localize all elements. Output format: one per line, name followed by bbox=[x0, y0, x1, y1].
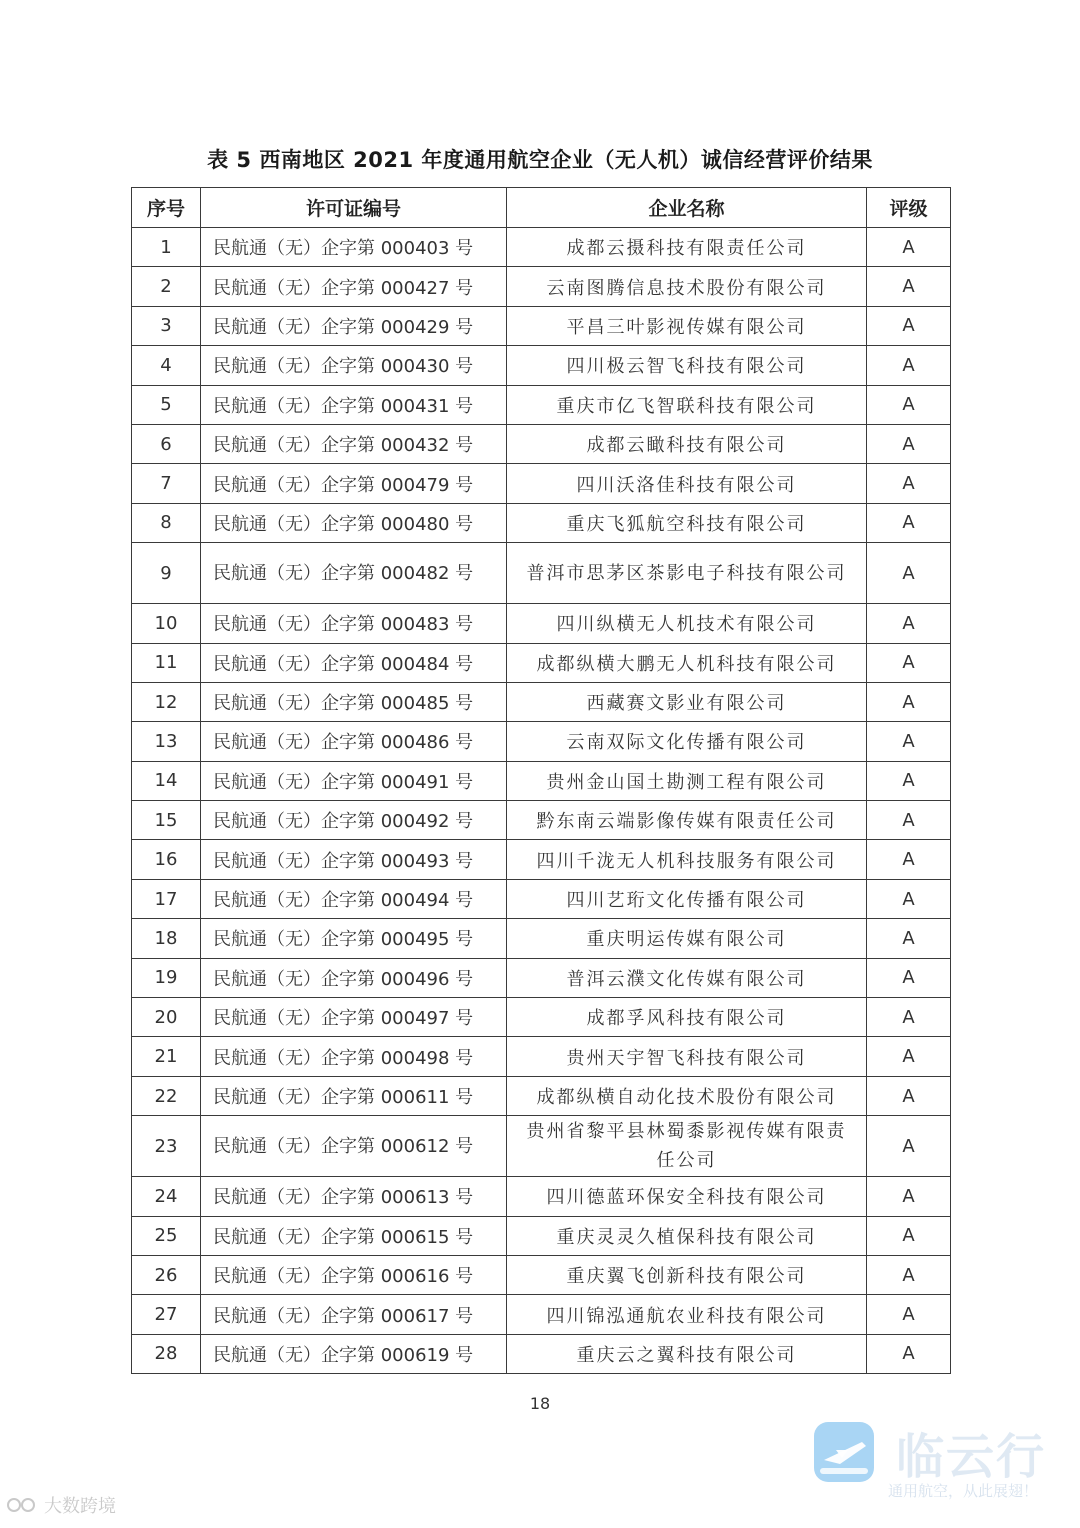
row-company-name: 成都云摄科技有限责任公司 bbox=[507, 228, 867, 267]
row-serial-number: 13 bbox=[132, 722, 201, 761]
row-license-number: 民航通（无）企字第 000611 号 bbox=[201, 1076, 507, 1115]
row-rating: A bbox=[867, 604, 951, 643]
row-rating: A bbox=[867, 267, 951, 306]
row-serial-number: 7 bbox=[132, 464, 201, 503]
table-row bbox=[132, 1255, 951, 1294]
row-company-name: 贵州省黎平县林蜀黍影视传媒有限责任公司 bbox=[507, 1116, 867, 1177]
table-row bbox=[132, 1037, 951, 1076]
row-rating: A bbox=[867, 1076, 951, 1115]
row-company-name: 四川锦泓通航农业科技有限公司 bbox=[507, 1295, 867, 1334]
watermark-left-text: 大数跨境 bbox=[44, 1496, 116, 1517]
row-rating: A bbox=[867, 228, 951, 267]
row-license-number: 民航通（无）企字第 000480 号 bbox=[201, 503, 507, 542]
table-row bbox=[132, 267, 951, 306]
row-company-name: 重庆明运传媒有限公司 bbox=[507, 919, 867, 958]
table-row bbox=[132, 1076, 951, 1115]
table-row bbox=[132, 801, 951, 840]
row-serial-number: 2 bbox=[132, 267, 201, 306]
table-row bbox=[132, 1216, 951, 1255]
table-row bbox=[132, 919, 951, 958]
row-serial-number: 5 bbox=[132, 385, 201, 424]
row-license-number: 民航通（无）企字第 000492 号 bbox=[201, 801, 507, 840]
row-license-number: 民航通（无）企字第 000619 号 bbox=[201, 1334, 507, 1373]
table-body bbox=[132, 228, 951, 1374]
row-serial-number: 10 bbox=[132, 604, 201, 643]
row-rating: A bbox=[867, 919, 951, 958]
row-rating: A bbox=[867, 1295, 951, 1334]
row-company-name: 重庆市亿飞智联科技有限公司 bbox=[507, 385, 867, 424]
row-company-name: 重庆翼飞创新科技有限公司 bbox=[507, 1255, 867, 1294]
row-license-number: 民航通（无）企字第 000431 号 bbox=[201, 385, 507, 424]
table-row bbox=[132, 503, 951, 542]
row-serial-number: 27 bbox=[132, 1295, 201, 1334]
rating-table bbox=[131, 187, 951, 1374]
row-rating: A bbox=[867, 1116, 951, 1177]
row-serial-number: 24 bbox=[132, 1177, 201, 1216]
row-license-number: 民航通（无）企字第 000484 号 bbox=[201, 643, 507, 682]
row-rating: A bbox=[867, 503, 951, 542]
row-serial-number: 20 bbox=[132, 998, 201, 1037]
airplane-logo-icon bbox=[812, 1420, 878, 1484]
row-company-name: 西藏赛文影业有限公司 bbox=[507, 682, 867, 721]
row-serial-number: 28 bbox=[132, 1334, 201, 1373]
row-serial-number: 16 bbox=[132, 840, 201, 879]
row-license-number: 民航通（无）企字第 000486 号 bbox=[201, 722, 507, 761]
table-row bbox=[132, 1295, 951, 1334]
row-company-name: 重庆飞狐航空科技有限公司 bbox=[507, 503, 867, 542]
row-license-number: 民航通（无）企字第 000494 号 bbox=[201, 879, 507, 918]
row-license-number: 民航通（无）企字第 000498 号 bbox=[201, 1037, 507, 1076]
row-company-name: 成都纵横自动化技术股份有限公司 bbox=[507, 1076, 867, 1115]
row-license-number: 民航通（无）企字第 000479 号 bbox=[201, 464, 507, 503]
row-serial-number: 6 bbox=[132, 424, 201, 463]
watermark-dashukuajing bbox=[6, 1492, 116, 1518]
row-serial-number: 26 bbox=[132, 1255, 201, 1294]
row-license-number: 民航通（无）企字第 000612 号 bbox=[201, 1116, 507, 1177]
table-row bbox=[132, 840, 951, 879]
row-rating: A bbox=[867, 1216, 951, 1255]
row-license-number: 民航通（无）企字第 000497 号 bbox=[201, 998, 507, 1037]
row-rating: A bbox=[867, 346, 951, 385]
row-company-name: 成都云瞰科技有限公司 bbox=[507, 424, 867, 463]
table-row bbox=[132, 228, 951, 267]
watermark-slogan: 通用航空，从此展翅！ bbox=[888, 1482, 1039, 1500]
table-title: 表 5 西南地区 2021 年度通用航空企业（无人机）诚信经营评价结果 bbox=[207, 148, 873, 172]
row-serial-number: 11 bbox=[132, 643, 201, 682]
row-rating: A bbox=[867, 464, 951, 503]
watermark-linyunxing bbox=[812, 1418, 1062, 1486]
row-company-name: 四川极云智飞科技有限公司 bbox=[507, 346, 867, 385]
row-company-name: 四川千泷无人机科技服务有限公司 bbox=[507, 840, 867, 879]
row-serial-number: 8 bbox=[132, 503, 201, 542]
row-license-number: 民航通（无）企字第 000403 号 bbox=[201, 228, 507, 267]
watermark-brand-name: 临云行 bbox=[896, 1429, 1047, 1485]
page-number: 18 bbox=[529, 1394, 551, 1413]
table-row bbox=[132, 682, 951, 721]
header-serial-number: 序号 bbox=[132, 188, 201, 228]
row-company-name: 四川德蓝环保安全科技有限公司 bbox=[507, 1177, 867, 1216]
row-serial-number: 25 bbox=[132, 1216, 201, 1255]
header-rating: 评级 bbox=[867, 188, 951, 228]
row-company-name: 贵州天宇智飞科技有限公司 bbox=[507, 1037, 867, 1076]
row-company-name: 云南图腾信息技术股份有限公司 bbox=[507, 267, 867, 306]
table-row bbox=[132, 464, 951, 503]
row-serial-number: 4 bbox=[132, 346, 201, 385]
row-license-number: 民航通（无）企字第 000430 号 bbox=[201, 346, 507, 385]
row-company-name: 普洱市思茅区茶影电子科技有限公司 bbox=[507, 543, 867, 604]
row-serial-number: 14 bbox=[132, 761, 201, 800]
row-license-number: 民航通（无）企字第 000496 号 bbox=[201, 958, 507, 997]
row-serial-number: 21 bbox=[132, 1037, 201, 1076]
row-rating: A bbox=[867, 682, 951, 721]
table-row bbox=[132, 604, 951, 643]
row-company-name: 四川沃洛佳科技有限公司 bbox=[507, 464, 867, 503]
row-serial-number: 23 bbox=[132, 1116, 201, 1177]
row-company-name: 普洱云濮文化传媒有限公司 bbox=[507, 958, 867, 997]
row-license-number: 民航通（无）企字第 000427 号 bbox=[201, 267, 507, 306]
row-rating: A bbox=[867, 958, 951, 997]
row-company-name: 黔东南云端影像传媒有限责任公司 bbox=[507, 801, 867, 840]
row-company-name: 成都孚风科技有限公司 bbox=[507, 998, 867, 1037]
row-license-number: 民航通（无）企字第 000495 号 bbox=[201, 919, 507, 958]
row-company-name: 成都纵横大鹏无人机科技有限公司 bbox=[507, 643, 867, 682]
row-rating: A bbox=[867, 879, 951, 918]
row-serial-number: 12 bbox=[132, 682, 201, 721]
row-rating: A bbox=[867, 543, 951, 604]
row-rating: A bbox=[867, 306, 951, 345]
row-company-name: 重庆云之翼科技有限公司 bbox=[507, 1334, 867, 1373]
row-rating: A bbox=[867, 761, 951, 800]
row-license-number: 民航通（无）企字第 000485 号 bbox=[201, 682, 507, 721]
table-row bbox=[132, 879, 951, 918]
row-company-name: 四川艺珩文化传播有限公司 bbox=[507, 879, 867, 918]
table-row bbox=[132, 958, 951, 997]
table-row bbox=[132, 643, 951, 682]
row-license-number: 民航通（无）企字第 000613 号 bbox=[201, 1177, 507, 1216]
table-row bbox=[132, 722, 951, 761]
table-row bbox=[132, 998, 951, 1037]
row-rating: A bbox=[867, 385, 951, 424]
row-license-number: 民航通（无）企字第 000432 号 bbox=[201, 424, 507, 463]
row-rating: A bbox=[867, 643, 951, 682]
row-rating: A bbox=[867, 1177, 951, 1216]
table-header-row bbox=[132, 188, 951, 228]
row-rating: A bbox=[867, 801, 951, 840]
row-company-name: 平昌三叶影视传媒有限公司 bbox=[507, 306, 867, 345]
row-serial-number: 3 bbox=[132, 306, 201, 345]
row-license-number: 民航通（无）企字第 000493 号 bbox=[201, 840, 507, 879]
row-rating: A bbox=[867, 424, 951, 463]
table-row bbox=[132, 761, 951, 800]
row-license-number: 民航通（无）企字第 000482 号 bbox=[201, 543, 507, 604]
table-row bbox=[132, 424, 951, 463]
row-rating: A bbox=[867, 722, 951, 761]
table-row bbox=[132, 1334, 951, 1373]
header-company-name: 企业名称 bbox=[507, 188, 867, 228]
row-serial-number: 19 bbox=[132, 958, 201, 997]
row-company-name: 重庆灵灵久植保科技有限公司 bbox=[507, 1216, 867, 1255]
row-rating: A bbox=[867, 1037, 951, 1076]
row-serial-number: 17 bbox=[132, 879, 201, 918]
row-rating: A bbox=[867, 1255, 951, 1294]
row-license-number: 民航通（无）企字第 000491 号 bbox=[201, 761, 507, 800]
row-license-number: 民航通（无）企字第 000615 号 bbox=[201, 1216, 507, 1255]
table-row bbox=[132, 543, 951, 604]
row-serial-number: 1 bbox=[132, 228, 201, 267]
table-row bbox=[132, 385, 951, 424]
row-rating: A bbox=[867, 998, 951, 1037]
row-serial-number: 9 bbox=[132, 543, 201, 604]
header-license-number: 许可证编号 bbox=[201, 188, 507, 228]
row-rating: A bbox=[867, 840, 951, 879]
table-row bbox=[132, 1177, 951, 1216]
watermark-logo-icon bbox=[6, 1495, 40, 1515]
row-company-name: 云南双际文化传播有限公司 bbox=[507, 722, 867, 761]
row-license-number: 民航通（无）企字第 000616 号 bbox=[201, 1255, 507, 1294]
row-company-name: 四川纵横无人机技术有限公司 bbox=[507, 604, 867, 643]
row-rating: A bbox=[867, 1334, 951, 1373]
row-serial-number: 22 bbox=[132, 1076, 201, 1115]
row-license-number: 民航通（无）企字第 000483 号 bbox=[201, 604, 507, 643]
row-license-number: 民航通（无）企字第 000429 号 bbox=[201, 306, 507, 345]
table-row bbox=[132, 346, 951, 385]
row-serial-number: 18 bbox=[132, 919, 201, 958]
table-row bbox=[132, 306, 951, 345]
row-serial-number: 15 bbox=[132, 801, 201, 840]
row-license-number: 民航通（无）企字第 000617 号 bbox=[201, 1295, 507, 1334]
table-row bbox=[132, 1116, 951, 1177]
row-company-name: 贵州金山国土勘测工程有限公司 bbox=[507, 761, 867, 800]
